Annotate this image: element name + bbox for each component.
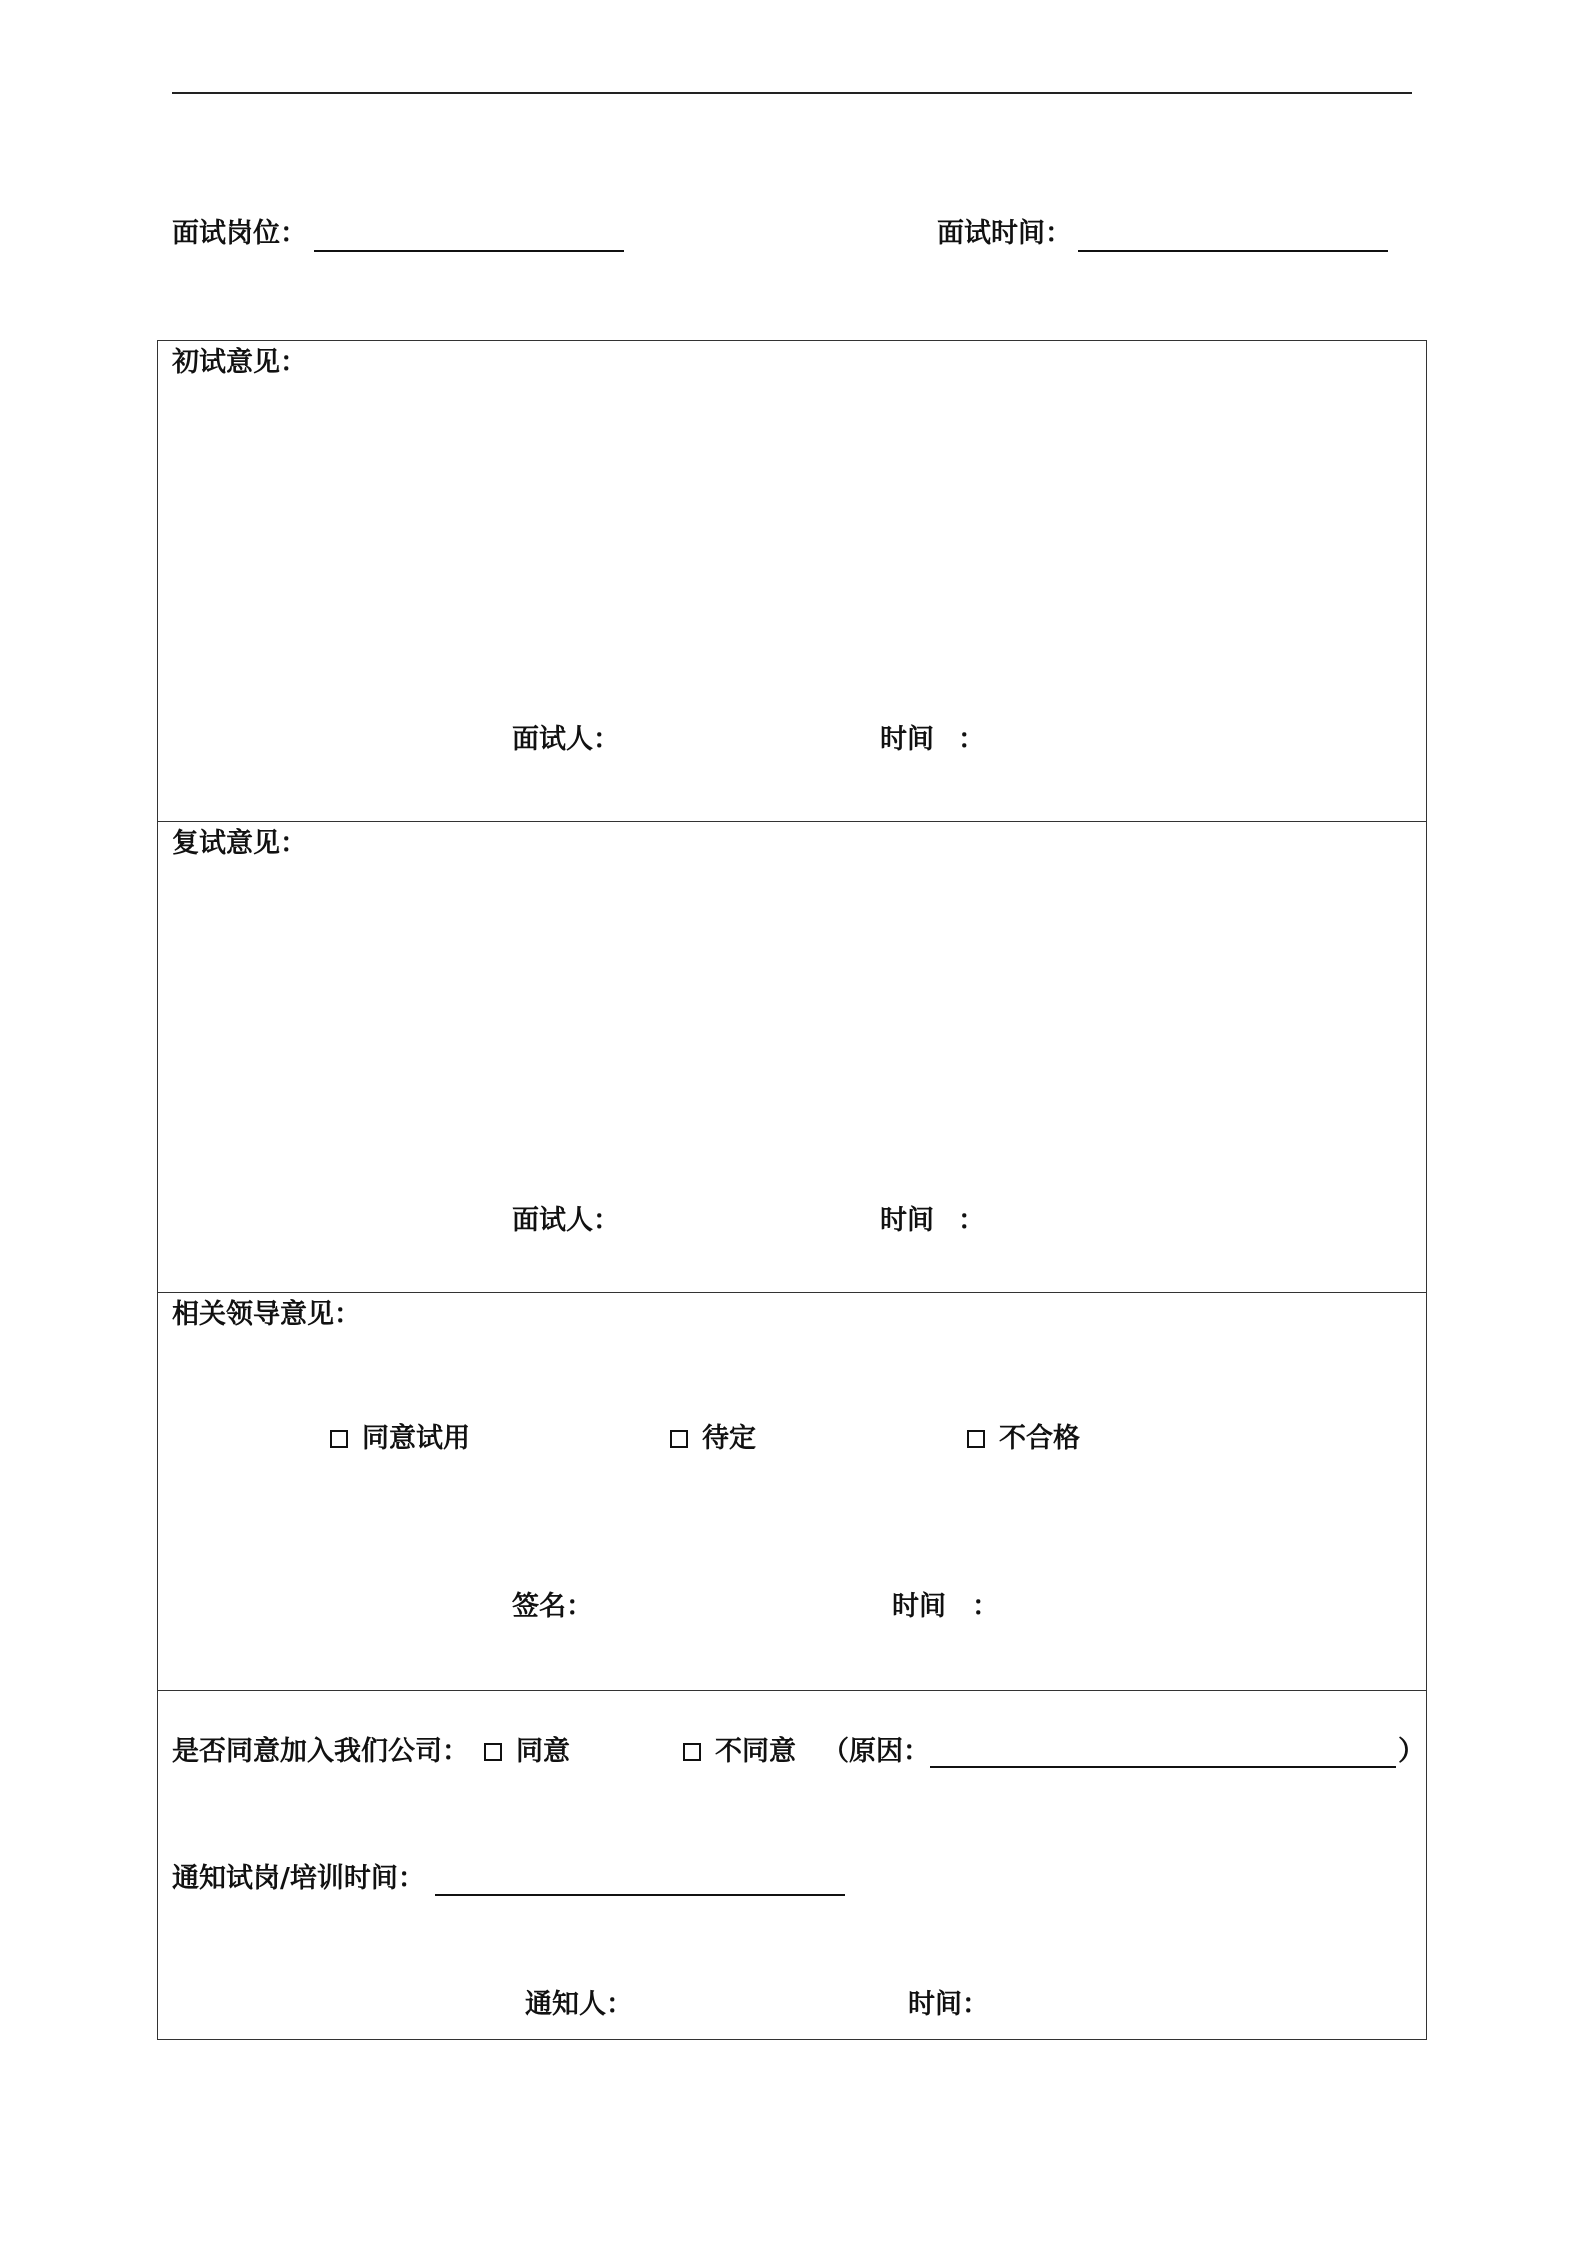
- row-divider-3: [157, 1690, 1427, 1691]
- option-approve-trial[interactable]: [330, 1422, 470, 1456]
- notifier-label: 通知人：: [525, 1989, 633, 2020]
- second-time-colon: ：: [958, 1205, 985, 1236]
- first-time-colon: ：: [958, 724, 985, 755]
- option-disagree-label: 不同意: [715, 1736, 796, 1767]
- leader-time-label: 时间: [892, 1591, 946, 1622]
- option-agree-label: 同意: [516, 1736, 570, 1767]
- option-disagree[interactable]: [683, 1735, 796, 1769]
- checkbox-unqualified[interactable]: [967, 1430, 985, 1448]
- checkbox-pending[interactable]: [670, 1430, 688, 1448]
- join-question: 是否同意加入我们公司：: [172, 1736, 469, 1767]
- row-divider-2: [157, 1292, 1427, 1293]
- position-label: 面试岗位：: [172, 218, 307, 249]
- position-input-line[interactable]: [314, 250, 624, 252]
- interview-time-label: 面试时间：: [937, 218, 1072, 249]
- option-unqualified-label: 不合格: [999, 1423, 1080, 1454]
- second-interviewer-label: 面试人：: [512, 1205, 620, 1236]
- signature-label: 签名：: [512, 1591, 593, 1622]
- leader-time-colon: ：: [972, 1591, 999, 1622]
- reason-close-paren: ）: [1398, 1736, 1425, 1767]
- leader-opinion-title: 相关领导意见：: [172, 1299, 361, 1330]
- checkbox-approve-trial[interactable]: [330, 1430, 348, 1448]
- second-time-label: 时间: [880, 1205, 934, 1236]
- interview-time-input-line[interactable]: [1078, 250, 1388, 252]
- first-time-label: 时间: [880, 724, 934, 755]
- header-rule: [172, 92, 1412, 94]
- checkbox-disagree[interactable]: [683, 1743, 701, 1761]
- option-unqualified[interactable]: [967, 1422, 1080, 1456]
- option-approve-trial-label: 同意试用: [362, 1423, 470, 1454]
- row-divider-1: [157, 821, 1427, 822]
- option-pending-label: 待定: [702, 1423, 756, 1454]
- notify-time-signoff-label: 时间：: [908, 1989, 989, 2020]
- checkbox-agree[interactable]: [484, 1743, 502, 1761]
- notify-time-input-line[interactable]: [435, 1894, 845, 1896]
- notify-time-label: 通知试岗/培训时间：: [172, 1863, 425, 1894]
- reason-label: （原因：: [822, 1736, 930, 1767]
- second-interview-title: 复试意见：: [172, 828, 307, 859]
- reason-input-line[interactable]: [930, 1766, 1396, 1768]
- first-interview-title: 初试意见：: [172, 347, 307, 378]
- first-interviewer-label: 面试人：: [512, 724, 620, 755]
- option-pending[interactable]: [670, 1422, 756, 1456]
- option-agree[interactable]: [484, 1735, 570, 1769]
- evaluation-table: [157, 340, 1427, 2040]
